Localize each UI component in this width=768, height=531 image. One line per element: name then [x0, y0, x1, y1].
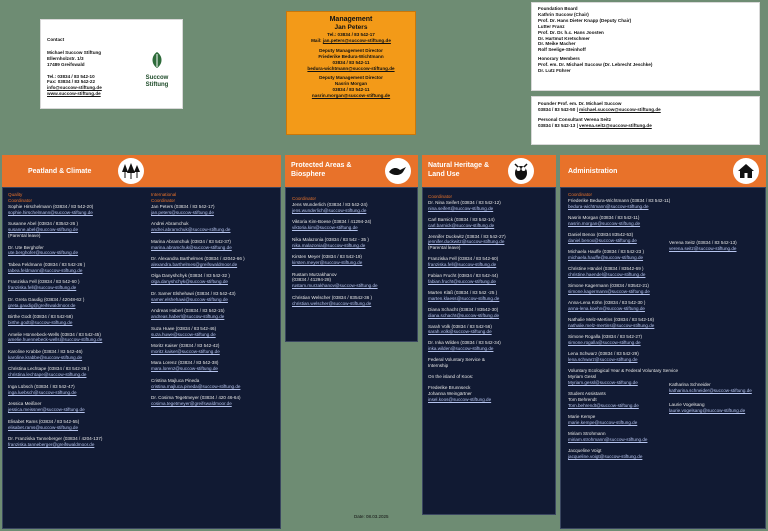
founder-mail-link[interactable]: michael.succow@succow-stiftung.de: [579, 106, 661, 112]
email-link[interactable]: nathalie.melz-mertins@succow-stiftung.de: [568, 322, 655, 328]
email-link[interactable]: miriam.strohmann@succow-stiftung.de: [568, 436, 648, 442]
contact-link[interactable]: info@succow-stiftung.de: [47, 85, 102, 91]
email-link[interactable]: andrei.abramchuk@succow-stiftung.de: [151, 227, 231, 233]
person-text: Inga Lübsch (03834 / 83 542-47): [8, 383, 75, 389]
person-text: Christina Lechtape (03834 / 83 542-26 ): [8, 366, 90, 372]
logo-text-1: Succow: [145, 75, 169, 81]
peatland-title: Peatland & Climate: [28, 168, 92, 175]
list-item: [292, 202, 411, 214]
person-text: Birthe Godt (03834 / 83 542-58): [8, 314, 73, 320]
person-text: Christian Welscher (03834 / 83542-36 ): [292, 294, 373, 300]
list-item: [428, 374, 550, 380]
email-link[interactable]: jan.peters@succow-stiftung.de: [151, 209, 214, 215]
contact-line: Fax: 03834 / 83 542-22: [47, 79, 96, 85]
board-member: Prof. Dr. Dr. h.c. Hans Joosten: [538, 29, 604, 35]
person-text: Amelie Hünnebeck-Wells (03834 / 83 542-45): [8, 331, 101, 337]
person-text: Dr. Samer Elshehawi (03834 / 83 542-43): [151, 290, 236, 296]
person-text: Dr. Cosima Tegetmeyer (03834 / 420 46-64): [151, 395, 241, 401]
email-link[interactable]: marten.klaess@succow-stiftung.de: [428, 295, 500, 301]
person-text: Susanne Abel (03834 / 83542-26 ): [8, 221, 78, 227]
person-text: Daniel Benox (03834 83542-53): [568, 231, 634, 237]
email-link[interactable]: sophie.hirschelmann@succow-stiftung.de: [8, 209, 93, 215]
email-link[interactable]: diana.schacht@succow-stiftung.de: [428, 312, 500, 318]
person-text: Kirsten Meyer (03834 / 83 542-19): [292, 254, 362, 260]
person-text: (03834 / 41294-28): [292, 277, 332, 283]
list-item: [669, 240, 765, 252]
email-link[interactable]: kirsten.meyer@succow-stiftung.de: [292, 260, 363, 266]
person-text: Jessica Meißner: [8, 401, 42, 407]
email-link[interactable]: katharina.schneider@succow-stiftung.de: [669, 387, 752, 393]
list-item: [428, 256, 550, 268]
natural-coord: Coordinator: [428, 194, 453, 199]
admin-coord: Coordinator: [568, 192, 593, 197]
person-text: Frederike Brunnseck: [428, 384, 471, 390]
email-link[interactable]: susanne.abel@succow-stiftung.de: [8, 227, 79, 233]
list-item: [151, 221, 281, 233]
person-text: Internship: [428, 363, 449, 369]
list-item: [8, 349, 143, 361]
leaf-logo-icon: [147, 50, 167, 70]
logo-text-2: Stiftung: [145, 82, 169, 88]
email-link[interactable]: franziska.fell@succow-stiftung.de: [8, 285, 77, 291]
owl-icon: [508, 158, 534, 184]
person-text: Nathalie Melz-Mertins (03834 / 83 542-16): [568, 316, 655, 322]
list-item: [151, 326, 281, 338]
email-link[interactable]: mara.lorenz@succow-stiftung.de: [151, 366, 218, 372]
email-link[interactable]: bedura-wichtmann@succow-stiftung.de: [568, 203, 649, 209]
list-item: [292, 295, 411, 307]
list-item: [151, 239, 281, 251]
person-text: Dr. Franziska Tanneberger (03834 / 4204-137): [8, 436, 103, 441]
email-link[interactable]: amelie.huennebeck-wells@succow-stiftung.de: [8, 337, 103, 343]
email-link[interactable]: jacqueline.voigt@succow-stiftung.de: [568, 453, 643, 459]
list-item: [568, 215, 708, 227]
management-tel: Tel.: 03834 / 83 542-17: [327, 32, 375, 37]
list-item: [8, 332, 143, 344]
email-link[interactable]: karoline.krabbe@succow-stiftung.de: [8, 354, 83, 360]
contact-line: 17489 Greifswald: [47, 61, 85, 67]
list-item: [428, 385, 550, 403]
list-item: [8, 366, 143, 378]
person-text: Simone Kagermann (03834 / 83542-21): [568, 282, 649, 288]
list-item: [428, 200, 550, 212]
email-link[interactable]: daniel.benox@succow-stiftung.de: [568, 237, 637, 243]
person-text: Federal Voluntary Service &: [428, 357, 485, 363]
list-item: [568, 431, 708, 443]
protected-coord: Coordinator: [292, 196, 317, 201]
list-item: [151, 273, 281, 285]
person-text: Dr. Greta Gaudig (03834 / 42048-62 ): [8, 296, 85, 302]
email-link[interactable]: olga.danyshchyk@succow-stiftung.de: [151, 279, 228, 285]
email-link[interactable]: viktoria.kim@succow-stiftung.de: [292, 225, 358, 231]
protected-title-2: Biosphere: [291, 171, 326, 178]
person-text: Cristina Majluca Pineda: [151, 377, 200, 383]
person-text: Jens Wunderlich (03834 / 83 542-24): [292, 201, 368, 207]
contact-box: [40, 19, 183, 109]
board-heading: Foundation Board: [538, 6, 578, 11]
list-item: [292, 237, 411, 249]
consultant-title: Personal Consultant Verena Seitz: [538, 116, 612, 122]
person-text: Simone Rogalla (03834 / 83 542-27): [568, 333, 643, 339]
list-item: [428, 273, 550, 285]
succow-logo: [140, 50, 174, 89]
person-text: Suza Huwe (03834 / 83 542-46): [151, 325, 217, 331]
email-link[interactable]: fabian.frucht@succow-stiftung.de: [428, 278, 496, 284]
person-text: Dr. Alexandra Barthelmes (03834 / 42042-66 ): [151, 256, 245, 262]
person-text: Marten Kläß (03834 / 83 542 -25 ): [428, 289, 498, 295]
person-text: Andreas Haberl (03834 / 83 542-15): [151, 308, 225, 314]
protected-title-1: Protected Areas &: [291, 162, 352, 169]
email-link[interactable]: lena.schwarz@succow-stiftung.de: [568, 356, 638, 362]
list-item: [151, 360, 281, 372]
list-item: [428, 357, 550, 369]
person-text: (Parental leave): [8, 233, 41, 239]
house-icon: [733, 158, 759, 184]
protected-panel: [285, 187, 418, 342]
natural-panel: [422, 187, 556, 515]
email-link[interactable]: michaela.hauffe@succow-stiftung.de: [568, 254, 644, 260]
mail-label: Mail:: [311, 37, 322, 43]
email-link[interactable]: verena.seitz@succow-stiftung.de: [669, 245, 737, 251]
honorary-member: Dr. Lutz Führer: [538, 68, 571, 74]
person-text: Nasrin Morgan (03834 / 83 542-11): [568, 214, 640, 220]
email-link[interactable]: elisabet.rams@succow-stiftung.de: [8, 424, 79, 430]
footer-date: Date: 08.03.2025: [354, 514, 389, 519]
email-link[interactable]: inka.wilden@succow-stiftung.de: [428, 346, 494, 352]
consultant-line: 03834 / 83 542-13 |: [538, 122, 578, 128]
person-text: Miriam Strohmann: [568, 430, 606, 436]
list-item: [151, 291, 281, 303]
person-text: Olga Danyshchyk (03834 / 83 542-32 ): [151, 273, 230, 279]
list-item: [8, 221, 143, 239]
list-item: [428, 217, 550, 229]
person-text: (Parental leave): [428, 245, 461, 251]
list-item: [8, 419, 143, 431]
person-text: Dr. Ute Berghofer: [8, 244, 44, 250]
management-title: Management: [329, 16, 373, 23]
list-item: [428, 290, 550, 302]
deputy2-tel: 03834 / 83 542-11: [332, 87, 370, 93]
email-link[interactable]: samer.elshehawi@succow-stiftung.de: [151, 296, 228, 302]
list-item: [8, 401, 143, 413]
person-text: Andrei Abramchuk: [151, 221, 189, 227]
email-link[interactable]: marie.kempe@succow-stiftung.de: [568, 419, 638, 425]
person-text: Tom Behrendt: [568, 396, 597, 402]
email-link[interactable]: ute.berghofer@succow-stiftung.de: [8, 250, 79, 256]
consultant-mail-link[interactable]: verena.seitz@succow-stiftung.de: [579, 122, 652, 128]
board-member: Prof. Dr. Hans Dieter Knapp (Deputy Chair): [538, 17, 632, 23]
deputy1-mail-link[interactable]: bedura-wichtmann@succow-stiftung.de: [307, 65, 395, 71]
founder-box: [531, 96, 760, 145]
person-text: Moritz Kaiser (03834 / 83 542-42): [151, 343, 220, 349]
email-link[interactable]: birthe.godt@succow-stiftung.de: [8, 320, 73, 326]
email-link[interactable]: suza.huwe@succow-stiftung.de: [151, 331, 216, 337]
email-link[interactable]: alexandra.barthelmes@greifswaldmoor.de: [151, 261, 238, 267]
list-item: [8, 262, 143, 274]
founder-title: Founder Prof. em. Dr. Michael Succow: [538, 101, 622, 106]
admin-panel: [560, 187, 766, 529]
person-text: Christine Händel (03834 / 83542-69 ): [568, 265, 644, 271]
management-box: [286, 11, 416, 135]
email-link[interactable]: cosima.tegetmeyer@greifswaldmoor.de: [151, 401, 232, 407]
person-text: Dr. Nina Seifert (03834 / 83 542-12): [428, 199, 501, 205]
email-link[interactable]: sarah.volk@succow-stiftung.de: [428, 329, 492, 335]
list-item: [151, 256, 281, 268]
email-link[interactable]: laurie.vogelsang@succow-stiftung.de: [669, 407, 746, 413]
list-item: [8, 297, 143, 309]
natural-title-1: Natural Heritage &: [428, 162, 490, 169]
peatland-panel: [2, 187, 281, 529]
person-text: Johanna Weingärtner: [428, 390, 472, 396]
list-item: [292, 272, 411, 290]
list-item: [568, 198, 708, 210]
person-text: On the island of Koos:: [428, 373, 474, 379]
contact-line: Michael Succow Stiftung: [47, 49, 102, 55]
natural-list: [428, 200, 550, 403]
person-text: Friederike Bedura-Wichtmann (03834 / 83 542-11): [568, 197, 671, 203]
person-text: Anna-Lena Köhn (03834 / 83 542-30 ): [568, 299, 646, 305]
natural-header: [422, 155, 556, 187]
board-box: [531, 2, 760, 91]
peatland-left-coord-1: Quality: [8, 192, 23, 197]
email-link[interactable]: cristina.majluca.pineda@succow-stiftung.de: [151, 383, 241, 389]
person-text: Marie Kempe: [568, 413, 596, 419]
person-text: Jacqueline Voigt: [568, 447, 602, 453]
email-link[interactable]: franziska.tanneberger@greifswaldmoor.de: [8, 441, 95, 447]
email-link[interactable]: inga.luebsch@succow-stiftung.de: [8, 389, 77, 395]
email-link[interactable]: simone.kagermann@succow-stiftung.de: [568, 288, 650, 294]
email-link[interactable]: Myriam.gessl@succow-stiftung.de: [568, 379, 638, 385]
list-item: [428, 234, 550, 252]
founder-line: 03834 / 83 542-50 |: [538, 106, 578, 112]
deputy2-title: Deputy Management Director: [319, 75, 383, 81]
deputy1-tel: 03834 / 83 542-11: [332, 59, 370, 65]
email-link[interactable]: tabea.feldmann@succow-stiftung.de: [8, 267, 83, 273]
person-text: Sophie Hirschelmann (03834 / 83 542-20): [8, 203, 94, 209]
admin-side-list: [669, 240, 765, 413]
person-text: Viktoria Kim-Boese (03834 / 41294-24): [292, 219, 372, 225]
list-item: [669, 382, 765, 394]
list-item: [292, 254, 411, 266]
protected-list: [292, 202, 411, 307]
person-text: Jan Peters (03834 / 83 542-17): [151, 203, 215, 209]
email-link[interactable]: jessica.meissner@succow-stiftung.de: [8, 407, 85, 413]
list-item: [8, 204, 143, 216]
email-link[interactable]: nina.seifert@succow-stiftung.de: [428, 205, 494, 211]
honorary-members: [538, 62, 753, 74]
contact-link[interactable]: www.succow-stiftung.de: [47, 91, 101, 97]
person-text: Michaela Hauffe (03834 / 83 542-23 ): [568, 248, 645, 254]
person-text: Lena Schwarz (03834 / 83 542-29): [568, 350, 639, 356]
contact-line: Ellernholzstr. 1/3: [47, 55, 84, 61]
person-text: Elisabet Rams (03834 / 83 542-55): [8, 418, 80, 424]
email-link[interactable]: marina.abramchuk@succow-stiftung.de: [151, 244, 232, 250]
person-text: Myriam Gessl: [568, 373, 597, 379]
deputy1-title: Deputy Management Director: [319, 47, 383, 53]
forest-trees-icon: [118, 158, 144, 184]
board-member: Rolf Seelige-Steinhoff: [538, 47, 586, 53]
peatland-left-coord-2: Coordinator: [8, 197, 33, 203]
email-link[interactable]: moritz.kaiser@succow-stiftung.de: [151, 348, 220, 354]
person-text: Franziska Fell (03834 / 83 542-60): [428, 256, 499, 262]
board-member: Dr. Hartmut Kretschmer: [538, 35, 590, 41]
honorary-heading: Honorary Members: [538, 56, 580, 62]
list-item: [428, 340, 550, 352]
board-member: Kathrin Succow (Chair): [538, 11, 589, 17]
list-item: [8, 245, 143, 257]
person-text: Franziska Fell (03834 / 83 542-60 ): [8, 279, 80, 285]
list-item: [151, 204, 281, 216]
email-link[interactable]: jens.wunderlich@succow-stiftung.de: [292, 207, 367, 213]
board-member: Lutter Franz: [538, 23, 565, 29]
person-text: Diana Schacht (03834 / 83542-30): [428, 306, 499, 312]
person-text: Tabea Feldmann (03834 / 83 542-26 ): [8, 261, 86, 267]
peatland-left-list: [8, 204, 143, 448]
email-link[interactable]: insel.koos@succow-stiftung.de: [428, 396, 492, 402]
email-link[interactable]: rustam.murzakhanov@succow-stiftung.de: [292, 283, 378, 289]
list-item: [428, 324, 550, 336]
list-item: [669, 402, 765, 414]
list-item: [151, 308, 281, 320]
email-link[interactable]: nika.malazonia@succow-stiftung.de: [292, 242, 366, 248]
email-link[interactable]: jennifer.duckwitz@succow-stiftung.de: [428, 239, 505, 245]
email-link[interactable]: anna-lena.koehn@succow-stiftung.de: [568, 305, 645, 311]
person-text: Jennifer Duckwitz (03834 / 83 542-27): [428, 233, 506, 239]
email-link[interactable]: nasrin.morgan@succow-stiftung.de: [568, 220, 641, 226]
email-link[interactable]: andreas.haberl@succow-stiftung.de: [151, 314, 225, 320]
person-text: Mara Lorenz (03834 / 83 542-38): [151, 360, 219, 366]
list-item: [292, 219, 411, 231]
email-link[interactable]: christian.welscher@succow-stiftung.de: [292, 300, 372, 306]
list-item: [8, 314, 143, 326]
person-text: Laurie Vogelsang: [669, 401, 705, 407]
person-text: Katharina Schneider: [669, 381, 711, 387]
management-name: Jan Peters: [334, 24, 368, 31]
email-link[interactable]: Tom.behrendt@succow-stiftung.de: [568, 402, 639, 408]
person-text: Student Assistants: [568, 390, 606, 396]
person-text: Karoline Krabbe (03834 / 83 542-46): [8, 348, 83, 354]
person-text: Fabian Frucht (03834 / 83 542-44): [428, 273, 498, 279]
email-link[interactable]: greta.gaudig@greifswaldmoor.de: [8, 302, 76, 308]
email-link[interactable]: franziska.fell@succow-stiftung.de: [428, 262, 497, 268]
person-text: Voluntary Ecological Year & Federal Voluntary Service: [568, 367, 679, 373]
email-link[interactable]: christine.haendel@succow-stiftung.de: [568, 271, 646, 277]
person-text: Nika Malazonia (03834 / 83 542 - 35 ): [292, 236, 369, 242]
list-item: [428, 307, 550, 319]
email-link[interactable]: carl.barnick@succow-stiftung.de: [428, 222, 495, 228]
contact-heading: Contact: [47, 37, 65, 42]
list-item: [8, 384, 143, 396]
peatland-right-coord-1: International: [151, 192, 177, 197]
board-member: Dr. Meike Macher: [538, 41, 576, 47]
person-text: Rustam Murzakhanov: [292, 271, 337, 277]
deputy2-mail-link[interactable]: nasrin.morgan@succow-stiftung.de: [311, 93, 391, 99]
list-item: [151, 378, 281, 390]
list-item: [8, 436, 143, 448]
email-link[interactable]: christina.lechtape@succow-stiftung.de: [8, 372, 87, 378]
person-text: Marina Abramchuk (03834 / 83 542-37): [151, 238, 231, 244]
deputy1-name: Friederike Bedura-Wichtmann: [318, 53, 384, 59]
deputy2-name: Nasrin Morgan: [334, 81, 368, 87]
list-item: [151, 395, 281, 407]
peatland-right-list: [151, 204, 281, 407]
management-mail-link[interactable]: jan.peters@succow-stiftung.de: [322, 37, 391, 43]
honorary-member: Prof. em. Dr. Michael Succow (Dr. Lebrecht Jeschke): [538, 62, 653, 68]
person-text: Verena Seitz (03834 / 83 542-13): [669, 240, 737, 245]
board-members: [538, 12, 753, 53]
person-text: Dr. Inka Wilden (03834 / 83 542-34): [428, 340, 501, 346]
list-item: [568, 448, 708, 460]
person-text: Sarah Volk (03834 / 83 542-56): [428, 323, 492, 329]
contact-line: Tel.: 03834 / 83 542-10: [47, 73, 95, 79]
natural-title-2: Land Use: [428, 171, 460, 178]
peatland-right-coord-2: Coordinator: [151, 197, 176, 203]
admin-title: Administration: [568, 168, 618, 175]
bird-icon: [385, 158, 411, 184]
list-item: [151, 343, 281, 355]
person-text: Carl Barnick (03834 / 83 542-14): [428, 216, 495, 222]
list-item: [8, 279, 143, 291]
email-link[interactable]: simone.rogalla@succow-stiftung.de: [568, 339, 641, 345]
